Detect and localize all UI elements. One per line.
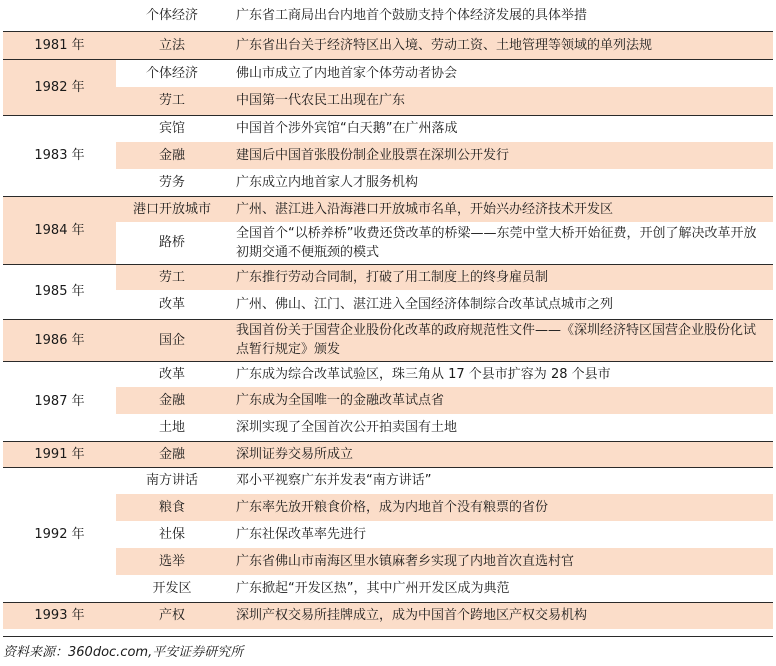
table-row bbox=[3, 222, 773, 264]
category-cell: 改革 bbox=[158, 296, 185, 312]
category-cell: 选举 bbox=[116, 548, 228, 575]
description-cell: 深圳产权交易所挂牌成立，成为中国首个跨地区产权交易机构 bbox=[228, 602, 773, 629]
category-cell: 个体经济 bbox=[145, 7, 198, 23]
table-row bbox=[3, 0, 773, 31]
category-cell: 劳工 bbox=[116, 87, 228, 115]
description-cell: 广东省佛山市南海区里水镇麻奢乡实现了内地首次直选村官 bbox=[228, 548, 773, 575]
table-row bbox=[3, 115, 773, 142]
source-note: 资料来源：360doc.com,平安证券研究所 bbox=[3, 636, 773, 660]
description-cell: 广东成为全国唯一的金融改革试点省 bbox=[228, 387, 773, 414]
category-cell: 社保 bbox=[158, 527, 185, 542]
table-row bbox=[3, 196, 773, 222]
description-cell: 广东成立内地首家人才服务机构 bbox=[236, 174, 419, 190]
table-row bbox=[3, 548, 773, 575]
description-cell: 广东率先放开粮食价格，成为内地首个没有粮票的省份 bbox=[228, 494, 773, 521]
table-row bbox=[3, 361, 773, 387]
table-row bbox=[3, 494, 773, 521]
year-cell: 1986 年 bbox=[3, 319, 116, 361]
table-row bbox=[3, 521, 773, 548]
year-cell: 1982 年 bbox=[3, 59, 116, 115]
table-row bbox=[3, 602, 773, 629]
year-cell: 1987 年 bbox=[3, 361, 116, 441]
table-row bbox=[3, 31, 773, 59]
year-cell: 1981 年 bbox=[3, 31, 116, 59]
category-cell: 劳务 bbox=[158, 174, 185, 190]
description-cell: 广州、湛江进入沿海港口开放城市名单，开始兴办经济技术开发区 bbox=[228, 196, 773, 222]
table-row bbox=[3, 59, 773, 87]
description-cell: 中国第一代农民工出现在广东 bbox=[228, 87, 773, 115]
reform-timeline-table bbox=[3, 0, 773, 629]
year-cell: 1985 年 bbox=[3, 264, 116, 319]
category-cell: 产权 bbox=[116, 602, 228, 629]
description-cell: 深圳证券交易所成立 bbox=[228, 441, 773, 467]
year-cell bbox=[3, 0, 116, 31]
category-cell: 金融 bbox=[116, 387, 228, 414]
category-cell: 改革 bbox=[116, 361, 228, 387]
table-row bbox=[3, 414, 773, 441]
year-cell: 1993 年 bbox=[3, 602, 116, 629]
description-cell: 深圳实现了全国首次公开拍卖国有土地 bbox=[236, 419, 458, 435]
year-cell: 1983 年 bbox=[3, 115, 116, 196]
category-cell: 金融 bbox=[116, 142, 228, 169]
description-cell: 广东省工商局出台内地首个鼓励支持个体经济发展的具体举措 bbox=[236, 7, 588, 23]
category-cell: 国企 bbox=[116, 319, 228, 361]
category-cell: 劳工 bbox=[116, 264, 228, 290]
description-cell: 广东成为综合改革试验区，珠三角从 17 个县市扩容为 28 个县市 bbox=[228, 361, 773, 387]
description-cell: 佛山市成立了内地首家个体劳动者协会 bbox=[228, 59, 773, 87]
table-row bbox=[3, 169, 773, 196]
table-row bbox=[3, 290, 773, 319]
description-cell: 广东社保改革率先进行 bbox=[236, 527, 367, 542]
table-row bbox=[3, 87, 773, 115]
category-cell: 港口开放城市 bbox=[116, 196, 228, 222]
description-cell: 广东推行劳动合同制，打破了用工制度上的终身雇员制 bbox=[228, 264, 773, 290]
description-cell: 建国后中国首张股份制企业股票在深圳公开发行 bbox=[228, 142, 773, 169]
table-row bbox=[3, 387, 773, 414]
category-cell: 金融 bbox=[116, 441, 228, 467]
category-cell: 南方讲话 bbox=[116, 467, 228, 494]
year-cell: 1991 年 bbox=[3, 441, 116, 467]
table-row bbox=[3, 441, 773, 467]
description-cell: 我国首份关于国营企业股份化改革的政府规范性文件——《深圳经济特区国营企业股份化试点暂行规定》颁发 bbox=[228, 319, 773, 361]
table-row bbox=[3, 575, 773, 602]
table-row bbox=[3, 142, 773, 169]
category-cell: 路桥 bbox=[158, 235, 185, 251]
category-cell: 土地 bbox=[158, 419, 185, 435]
description-cell: 广东省出台关于经济特区出入境、劳动工资、土地管理等领域的单列法规 bbox=[228, 31, 773, 59]
description-cell: 广州、佛山、江门、湛江进入全国经济体制综合改革试点城市之列 bbox=[236, 296, 614, 312]
category-cell: 宾馆 bbox=[116, 115, 228, 142]
category-cell: 立法 bbox=[116, 31, 228, 59]
table-row bbox=[3, 264, 773, 290]
category-cell: 个体经济 bbox=[116, 59, 228, 87]
year-cell: 1984 年 bbox=[3, 196, 116, 264]
year-cell: 1992 年 bbox=[3, 467, 116, 602]
description-cell: 广东掀起“开发区热”，其中广州开发区成为典范 bbox=[236, 580, 510, 596]
table-row bbox=[3, 319, 773, 361]
category-cell: 开发区 bbox=[152, 580, 192, 596]
description-cell: 中国首个涉外宾馆“白天鹅”在广州落成 bbox=[228, 115, 773, 142]
category-cell: 粮食 bbox=[116, 494, 228, 521]
description-cell: 全国首个“以桥养桥”收费还贷改革的桥梁——东莞中堂大桥开始征费，开创了解决改革开放初期交通不便瓶颈的模式 bbox=[236, 225, 757, 260]
description-cell: 邓小平视察广东并发表“南方讲话” bbox=[228, 467, 773, 494]
table-row bbox=[3, 467, 773, 494]
